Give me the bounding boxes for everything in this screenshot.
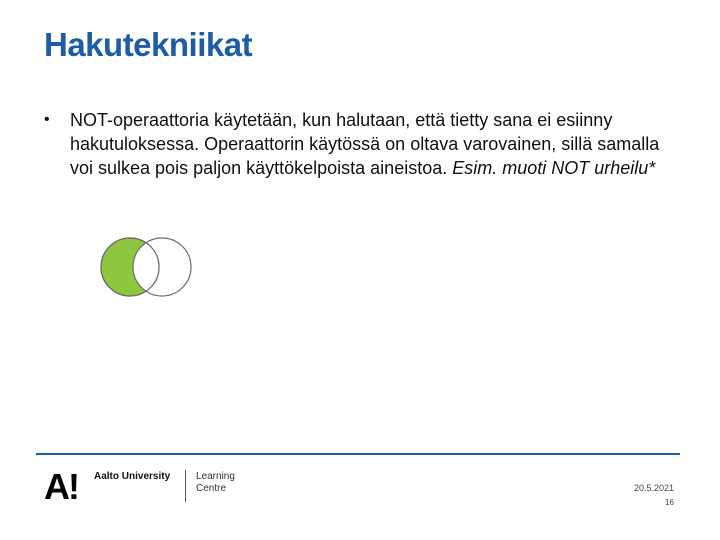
- unit-name: [196, 471, 256, 495]
- unit-name-line2: Centre: [196, 483, 227, 494]
- logo-separator: [185, 470, 186, 502]
- venn-diagram: [96, 236, 196, 298]
- bullet-main-text: NOT-operaattoria käytetään, kun halutaan, että tietty sana ei esiinny hakutuloksessa. Operaattorin käytössä on oltava varovainen, sillä samalla voi sulkea pois paljon käyttökelpoista aineistoa.: [70, 110, 660, 178]
- bullet-item: [44, 108, 684, 180]
- footer-divider: [36, 453, 680, 455]
- footer-date: 20.5.2021: [633, 483, 674, 493]
- aalto-logo: [44, 466, 254, 507]
- slide-title: Hakutekniikat: [44, 26, 253, 63]
- unit-name-line1: Learning: [196, 471, 235, 482]
- university-name: Aalto University: [94, 471, 171, 482]
- aalto-logo-mark: A!: [44, 466, 78, 507]
- bullet-text: [70, 108, 684, 180]
- bullet-marker: •: [44, 111, 50, 128]
- page-number: 16: [665, 498, 674, 507]
- bullet-example-text: Esim. muoti NOT urheilu*: [452, 158, 656, 178]
